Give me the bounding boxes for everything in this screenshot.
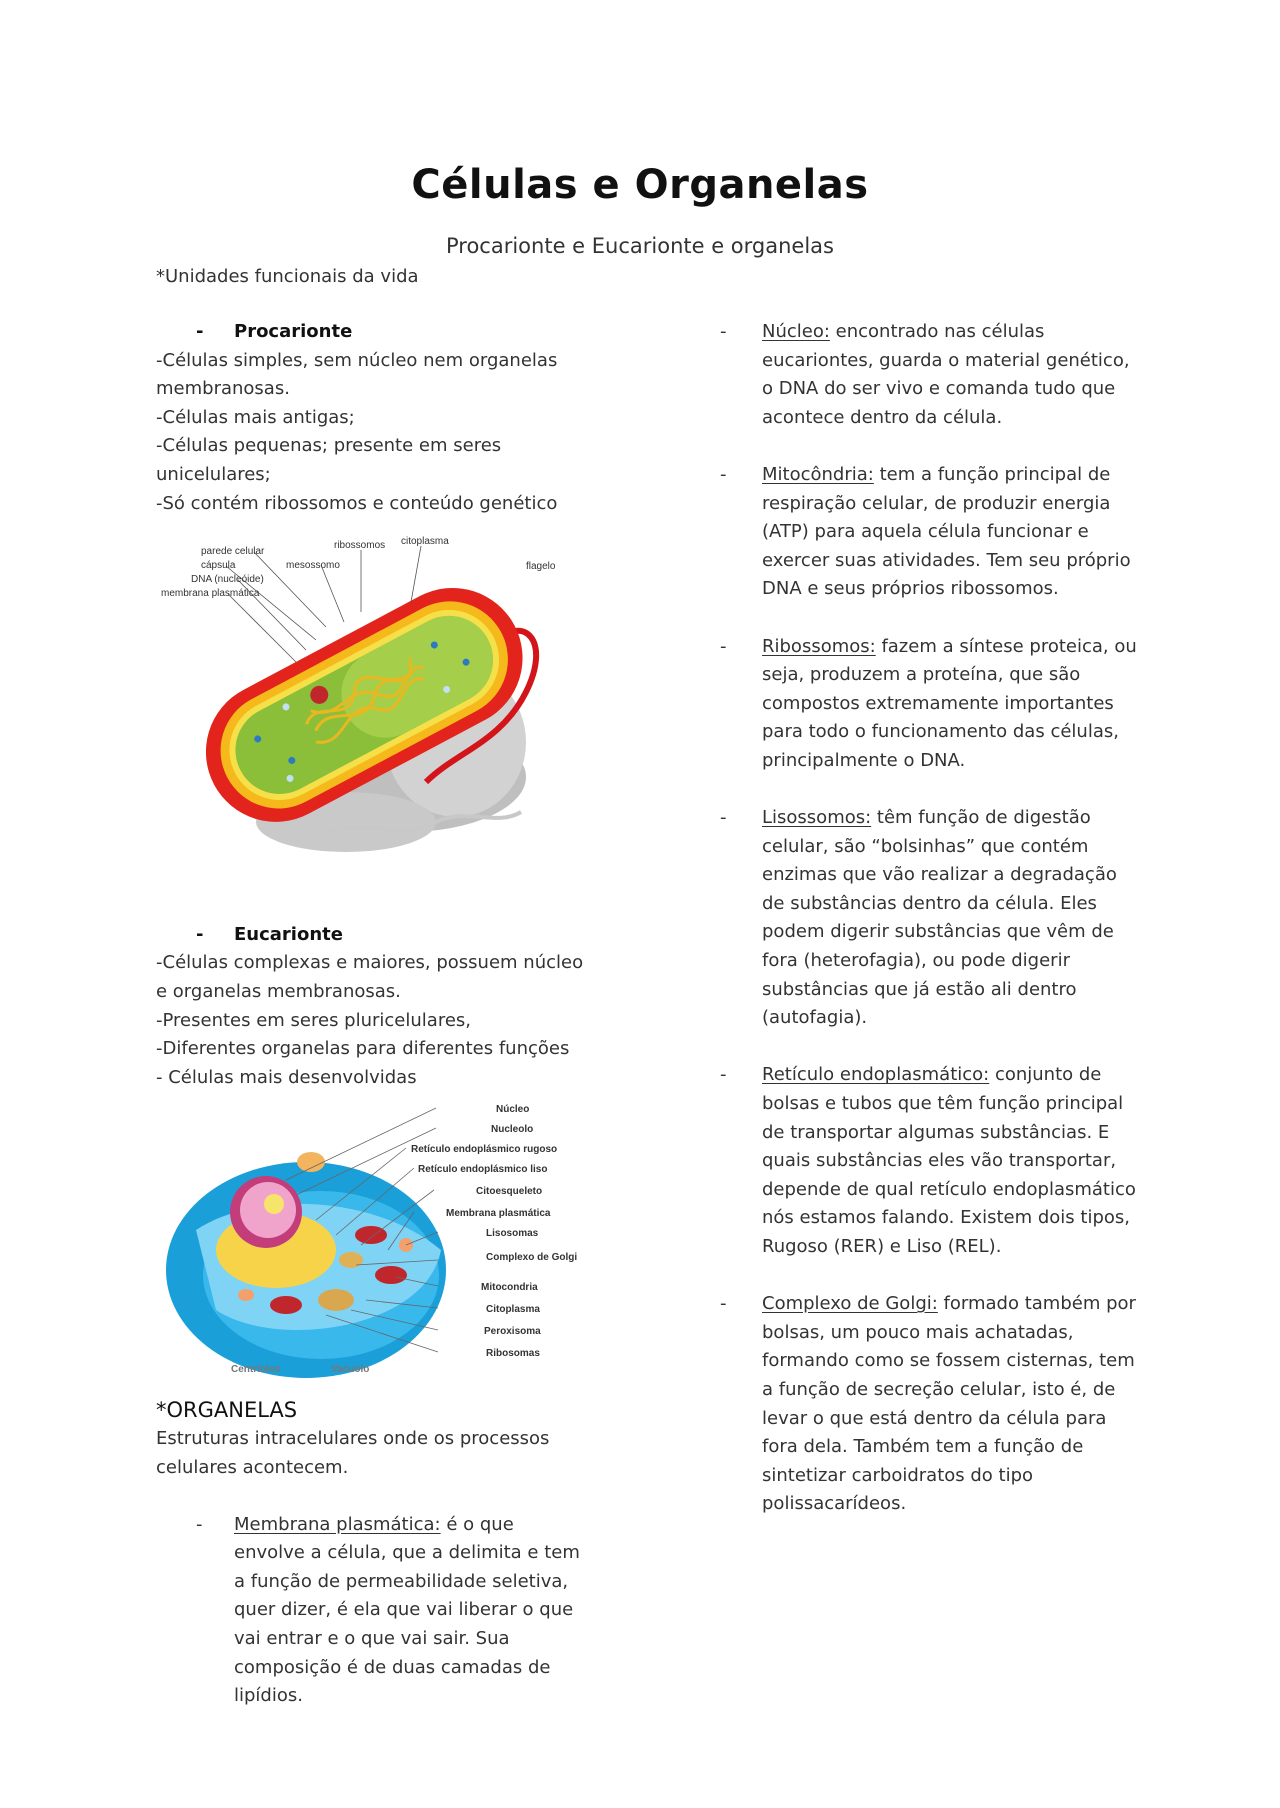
eukaryote-line: -Diferentes organelas para diferentes funções xyxy=(156,1038,570,1060)
organelles-intro: Estruturas intracelulares onde os processos celulares acontecem. xyxy=(156,1427,550,1478)
bullet-dash: - xyxy=(720,1064,727,1086)
figure-label: Lisosomas xyxy=(486,1228,539,1240)
organelle-term: Membrana plasmática: xyxy=(234,1513,441,1535)
figure-label: Mitocondria xyxy=(481,1282,538,1294)
figure-label: mesossomo xyxy=(286,560,340,572)
bullet-dash: - xyxy=(720,807,727,829)
mitochondrion xyxy=(270,1296,302,1314)
organelle-item xyxy=(720,804,1140,1033)
figure-label: Retículo endoplásmico liso xyxy=(418,1164,548,1176)
prokaryote-line: -Só contém ribossomos e conteúdo genético xyxy=(156,492,558,514)
figure-label: Citoesqueleto xyxy=(476,1186,543,1198)
prokaryote-line: -Células pequenas; presente em seres unicelulares; xyxy=(156,435,502,485)
bullet-dash: - xyxy=(720,1293,727,1315)
figure-label: DNA (nucleóide) xyxy=(191,574,264,586)
figure-label: Vacuolo xyxy=(331,1364,370,1376)
organelle-item xyxy=(720,633,1140,776)
bullet-dash: - xyxy=(720,463,727,485)
figure-label: citoplasma xyxy=(401,536,449,548)
bullet-dash: - xyxy=(196,923,204,945)
organelle-text: encontrado nas células eucariontes, guarda o material genético, o DNA do ser vivo e comanda tudo que acontece dentro da célula. xyxy=(762,321,1130,428)
right-column xyxy=(720,318,1140,1519)
prokaryote-line: -Células simples, sem núcleo nem organelas membranosas. xyxy=(156,349,558,400)
organelle-text: tem a função principal de respiração celular, de produzir energia (ATP) para aquela célula funcionar e exercer suas atividades. Tem seu próprio DNA e seus próprios ribossomos. xyxy=(762,463,1131,600)
bullet-dash: - xyxy=(720,635,727,657)
left-column xyxy=(156,318,586,1711)
figure-label: parede celular xyxy=(201,546,265,558)
eukaryote-line: -Presentes em seres pluricelulares, xyxy=(156,1009,471,1031)
golgi xyxy=(339,1252,363,1268)
figure-label: membrana plasmática xyxy=(161,588,260,600)
figure-label: Citoplasma xyxy=(486,1304,540,1316)
nucleolus xyxy=(264,1194,284,1214)
bullet-dash: - xyxy=(196,1513,203,1535)
intro-note: *Unidades funcionais da vida xyxy=(156,266,419,287)
figure-label: Peroxisoma xyxy=(484,1326,541,1338)
prokaryote-line: -Células mais antigas; xyxy=(156,406,355,428)
page-title: Células e Organelas xyxy=(411,162,869,208)
figure-label: Membrana plasmática xyxy=(446,1208,551,1220)
figure-label: cápsula xyxy=(201,560,236,572)
eukaryote-line: - Células mais desenvolvidas xyxy=(156,1066,417,1088)
organelle-item xyxy=(720,318,1140,432)
organelle-term: Retículo endoplasmático: xyxy=(762,1064,990,1086)
eukaryote-cell-figure xyxy=(156,1100,586,1396)
organelle-text: fazem a síntese proteica, ou seja, produzem a proteína, que são compostos extremamente importantes para todo o funcionamento das células, principalmente o DNA. xyxy=(762,635,1137,771)
organelle-term: Mitocôndria: xyxy=(762,463,874,485)
figure-label: flagelo xyxy=(526,561,556,573)
organelle-item xyxy=(720,461,1140,604)
vacuole xyxy=(297,1152,325,1172)
eukaryote-line: -Células complexas e maiores, possuem núcleo e organelas membranosas. xyxy=(156,952,584,1002)
mitochondrion xyxy=(375,1266,407,1284)
bullet-dash: - xyxy=(196,321,204,342)
organelle-item xyxy=(156,1511,586,1711)
organelle-item xyxy=(720,1290,1140,1519)
figure-label: Núcleo xyxy=(496,1104,530,1116)
prokaryote-heading: - Procarionte xyxy=(156,318,586,347)
figure-label: Centríolos xyxy=(231,1364,281,1376)
eukaryote-heading: - Eucarionte xyxy=(156,921,586,950)
figure-label: Retículo endoplásmico rugoso xyxy=(411,1144,558,1156)
prokaryote-cell-figure xyxy=(156,532,586,892)
lysosome xyxy=(238,1289,254,1301)
organelle-text: formado também por bolsas, um pouco mais achatadas, formando como se fossem cisternas, tem a função de secreção celular, isto é, de levar o que está dentro da célula para fora dela. Também tem a função de sintetizar carboidratos do tipo polissacarídeos. xyxy=(762,1293,1136,1515)
bullet-dash: - xyxy=(720,321,727,342)
organelle-text: têm função de digestão celular, são “bolsinhas” que contém enzimas que vão realizar a degradação de substâncias dentro da célula. Eles podem digerir substâncias que vêm de fora (heterofagia), ou pode digerir substâncias que já estão ali dentro (autofagia). xyxy=(762,807,1117,1029)
organelle-term: Núcleo: xyxy=(762,321,830,342)
figure-label: Complexo de Golgi xyxy=(486,1252,578,1264)
organelle-text: é o que envolve a célula, que a delimita e tem a função de permeabilidade seletiva, quer dizer, é ela que vai liberar o que vai entrar e o que vai sair. Sua composição é de duas camadas de lipídios. xyxy=(234,1513,580,1707)
organelle-term: Ribossomos: xyxy=(762,635,876,657)
figure-label: Nucleolo xyxy=(491,1124,534,1136)
organelles-heading: *ORGANELAS xyxy=(156,1398,298,1423)
organelle-term: Complexo de Golgi: xyxy=(762,1293,938,1315)
organelle-item xyxy=(720,1061,1140,1261)
page-subtitle: Procarionte e Eucarionte e organelas xyxy=(445,234,834,258)
figure-label: Ribosomas xyxy=(486,1348,540,1360)
organelle-term: Lisossomos: xyxy=(762,807,872,829)
organelle-text: conjunto de bolsas e tubos que têm função principal de transportar algumas substâncias. E quais substâncias eles vão transportar, depende de qual retículo endoplasmático nós estamos falando. Existem dois tipos, Rugoso (RER) e Liso (REL). xyxy=(762,1064,1136,1257)
golgi xyxy=(318,1289,354,1311)
figure-label: ribossomos xyxy=(334,540,386,552)
